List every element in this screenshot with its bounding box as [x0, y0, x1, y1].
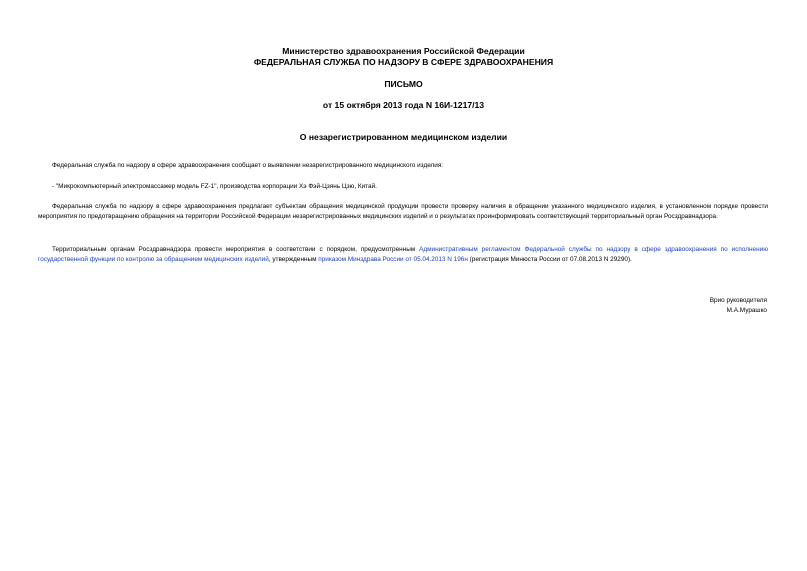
ministry-title: Министерство здравоохранения Российской Федерации: [282, 46, 525, 56]
document-date-number: от 15 октября 2013 года N 16И-1217/13: [322, 100, 485, 110]
regulation-link[interactable]: Административным регламентом Федеральной службы по надзору в сфере здравоохранения по исполнению государственной функции по контролю за обращением медицинских изделий: [38, 246, 768, 264]
paragraph-4-text-middle: , утвержденным: [268, 256, 319, 264]
paragraph-2: - "Микрокомпьютерный электромассажер модель FZ-1", производства корпорации Хэ Фэй-Цзянь Цзю, Китай.: [52, 183, 377, 190]
document-subject: О незарегистрированном медицинском изделии: [299, 132, 508, 142]
paragraph-4-text-end: (регистрация Минюста России от 07.08.2013 N 29290).: [467, 256, 632, 264]
paragraph-1: Федеральная служба по надзору в сфере здравоохранения сообщает о выявлении незарегистрированного медицинского изделия:: [52, 162, 444, 169]
signature-name: М.А.Мурашко: [726, 307, 767, 314]
signature-role: Врио руководителя: [709, 297, 767, 304]
order-link[interactable]: приказом Минздрава России от 05.04.2013 N 196н: [318, 256, 468, 264]
paragraph-4: [38, 245, 768, 266]
paragraph-4-text-start: Территориальным органам Росздравнадзора провести мероприятия в соответствии с порядком, предусмотренным: [52, 246, 420, 253]
document-type: ПИСЬМО: [384, 79, 423, 89]
service-title: ФЕДЕРАЛЬНАЯ СЛУЖБА ПО НАДЗОРУ В СФЕРЕ ЗДРАВООХРАНЕНИЯ: [253, 57, 554, 67]
paragraph-3: Федеральная служба по надзору в сфере здравоохранения предлагает субъектам обращения медицинской продукции провести проверку наличия в обращении указанного медицинского изделия, в установленном порядке провести мероприятия по предотвращению обращения на территории Российской Федерации незарегистрированных медицинских изделий и о результатах проинформировать соответствующий территориальный орган Росздравнадзора.: [38, 203, 768, 221]
